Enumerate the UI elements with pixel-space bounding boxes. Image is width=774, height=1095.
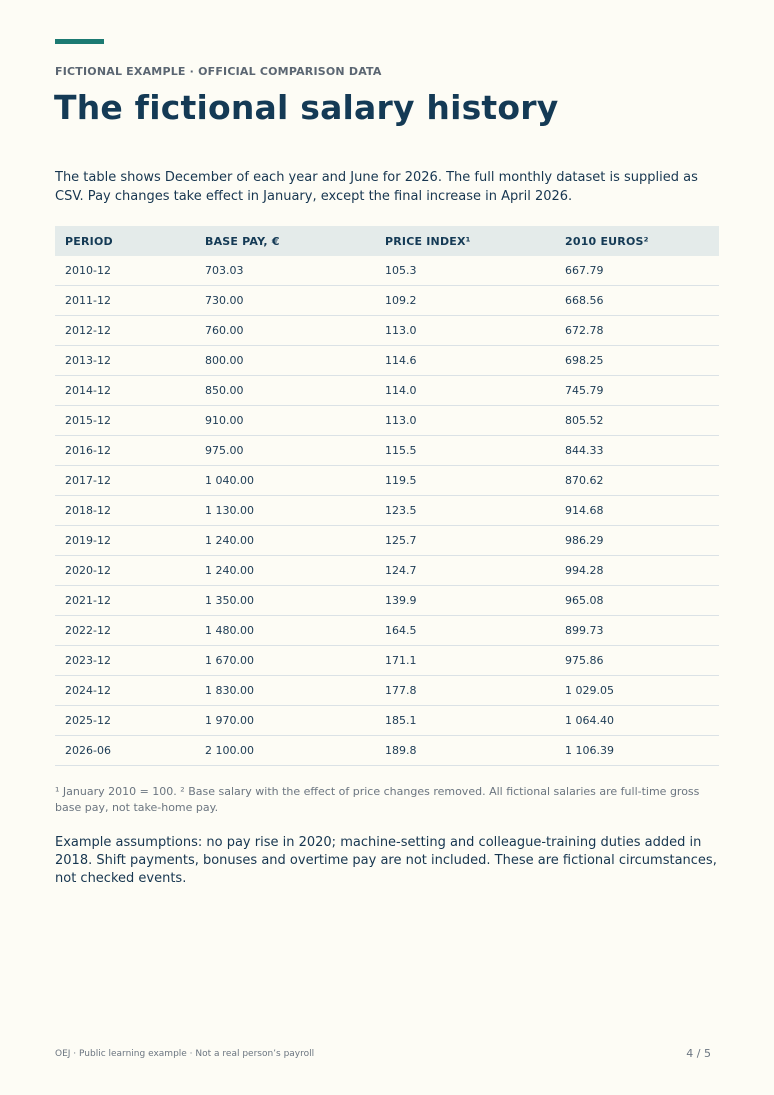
cell-2010-euros: 698.25 <box>555 346 719 376</box>
page-title: The fictional salary history <box>54 88 559 127</box>
cell-base-pay: 850.00 <box>195 376 375 406</box>
cell-base-pay: 975.00 <box>195 436 375 466</box>
cell-price-index: 189.8 <box>375 736 555 766</box>
cell-2010-euros: 745.79 <box>555 376 719 406</box>
cell-price-index: 114.6 <box>375 346 555 376</box>
cell-price-index: 177.8 <box>375 676 555 706</box>
table-header <box>55 226 719 256</box>
table-row <box>55 436 719 466</box>
cell-price-index: 109.2 <box>375 286 555 316</box>
cell-period: 2024-12 <box>55 676 195 706</box>
cell-base-pay: 1 040.00 <box>195 466 375 496</box>
cell-2010-euros: 965.08 <box>555 586 719 616</box>
cell-2010-euros: 667.79 <box>555 256 719 286</box>
salary-table <box>55 226 719 766</box>
cell-period: 2018-12 <box>55 496 195 526</box>
column-header-base-pay: BASE PAY, € <box>195 226 375 256</box>
cell-price-index: 119.5 <box>375 466 555 496</box>
table-row <box>55 496 719 526</box>
cell-period: 2016-12 <box>55 436 195 466</box>
table-row <box>55 526 719 556</box>
cell-period: 2013-12 <box>55 346 195 376</box>
cell-period: 2021-12 <box>55 586 195 616</box>
cell-2010-euros: 844.33 <box>555 436 719 466</box>
assumptions-paragraph: Example assumptions: no pay rise in 2020; machine-setting and colleague-training duties added in 2018. Shift payments, bonuses and overtime pay are not included. These are fictional circumstances, not checked events. <box>55 835 717 886</box>
footnote: ¹ January 2010 = 100. ² Base salary with the effect of price changes removed. All fictional salaries are full-time gross base pay, not take-home pay. <box>55 785 700 814</box>
cell-period: 2017-12 <box>55 466 195 496</box>
table-row <box>55 376 719 406</box>
cell-2010-euros: 1 029.05 <box>555 676 719 706</box>
cell-period: 2026-06 <box>55 736 195 766</box>
column-header-period: PERIOD <box>55 226 195 256</box>
salary-table-container <box>55 226 719 766</box>
cell-2010-euros: 986.29 <box>555 526 719 556</box>
cell-2010-euros: 668.56 <box>555 286 719 316</box>
cell-base-pay: 1 240.00 <box>195 556 375 586</box>
cell-price-index: 105.3 <box>375 256 555 286</box>
column-header-price-index: PRICE INDEX¹ <box>375 226 555 256</box>
cell-base-pay: 1 830.00 <box>195 676 375 706</box>
table-row <box>55 556 719 586</box>
accent-bar <box>55 39 104 44</box>
eyebrow-label: FICTIONAL EXAMPLE · OFFICIAL COMPARISON DATA <box>55 65 382 78</box>
footer-text: OEJ · Public learning example · Not a real person’s payroll <box>55 1049 315 1059</box>
table-row <box>55 286 719 316</box>
cell-base-pay: 1 130.00 <box>195 496 375 526</box>
cell-price-index: 139.9 <box>375 586 555 616</box>
cell-base-pay: 1 670.00 <box>195 646 375 676</box>
cell-price-index: 113.0 <box>375 316 555 346</box>
cell-2010-euros: 870.62 <box>555 466 719 496</box>
table-row <box>55 706 719 736</box>
table-row <box>55 586 719 616</box>
table-row <box>55 406 719 436</box>
cell-price-index: 124.7 <box>375 556 555 586</box>
cell-base-pay: 1 350.00 <box>195 586 375 616</box>
cell-2010-euros: 914.68 <box>555 496 719 526</box>
cell-base-pay: 800.00 <box>195 346 375 376</box>
cell-price-index: 114.0 <box>375 376 555 406</box>
cell-base-pay: 2 100.00 <box>195 736 375 766</box>
column-header-2010-euros: 2010 EUROS² <box>555 226 719 256</box>
cell-period: 2020-12 <box>55 556 195 586</box>
cell-base-pay: 760.00 <box>195 316 375 346</box>
cell-period: 2025-12 <box>55 706 195 736</box>
cell-2010-euros: 975.86 <box>555 646 719 676</box>
cell-period: 2022-12 <box>55 616 195 646</box>
cell-price-index: 171.1 <box>375 646 555 676</box>
cell-2010-euros: 805.52 <box>555 406 719 436</box>
cell-price-index: 185.1 <box>375 706 555 736</box>
cell-base-pay: 1 240.00 <box>195 526 375 556</box>
cell-2010-euros: 1 064.40 <box>555 706 719 736</box>
cell-2010-euros: 1 106.39 <box>555 736 719 766</box>
cell-period: 2023-12 <box>55 646 195 676</box>
table-row <box>55 256 719 286</box>
cell-price-index: 123.5 <box>375 496 555 526</box>
cell-2010-euros: 994.28 <box>555 556 719 586</box>
intro-paragraph: The table shows December of each year and June for 2026. The full monthly dataset is supplied as CSV. Pay changes take effect in January, except the final increase in April 2026. <box>55 170 698 204</box>
cell-price-index: 113.0 <box>375 406 555 436</box>
table-row <box>55 676 719 706</box>
table-row <box>55 466 719 496</box>
table-row <box>55 316 719 346</box>
cell-base-pay: 703.03 <box>195 256 375 286</box>
cell-base-pay: 910.00 <box>195 406 375 436</box>
cell-2010-euros: 899.73 <box>555 616 719 646</box>
cell-base-pay: 730.00 <box>195 286 375 316</box>
table-header-row <box>55 226 719 256</box>
cell-period: 2015-12 <box>55 406 195 436</box>
cell-period: 2012-12 <box>55 316 195 346</box>
table-row <box>55 646 719 676</box>
cell-price-index: 164.5 <box>375 616 555 646</box>
cell-2010-euros: 672.78 <box>555 316 719 346</box>
cell-period: 2011-12 <box>55 286 195 316</box>
cell-period: 2019-12 <box>55 526 195 556</box>
cell-price-index: 115.5 <box>375 436 555 466</box>
cell-base-pay: 1 970.00 <box>195 706 375 736</box>
table-row <box>55 346 719 376</box>
table-body <box>55 256 719 766</box>
table-row <box>55 616 719 646</box>
page-number: 4 / 5 <box>686 1047 711 1060</box>
cell-base-pay: 1 480.00 <box>195 616 375 646</box>
table-row <box>55 736 719 766</box>
cell-price-index: 125.7 <box>375 526 555 556</box>
cell-period: 2014-12 <box>55 376 195 406</box>
cell-period: 2010-12 <box>55 256 195 286</box>
